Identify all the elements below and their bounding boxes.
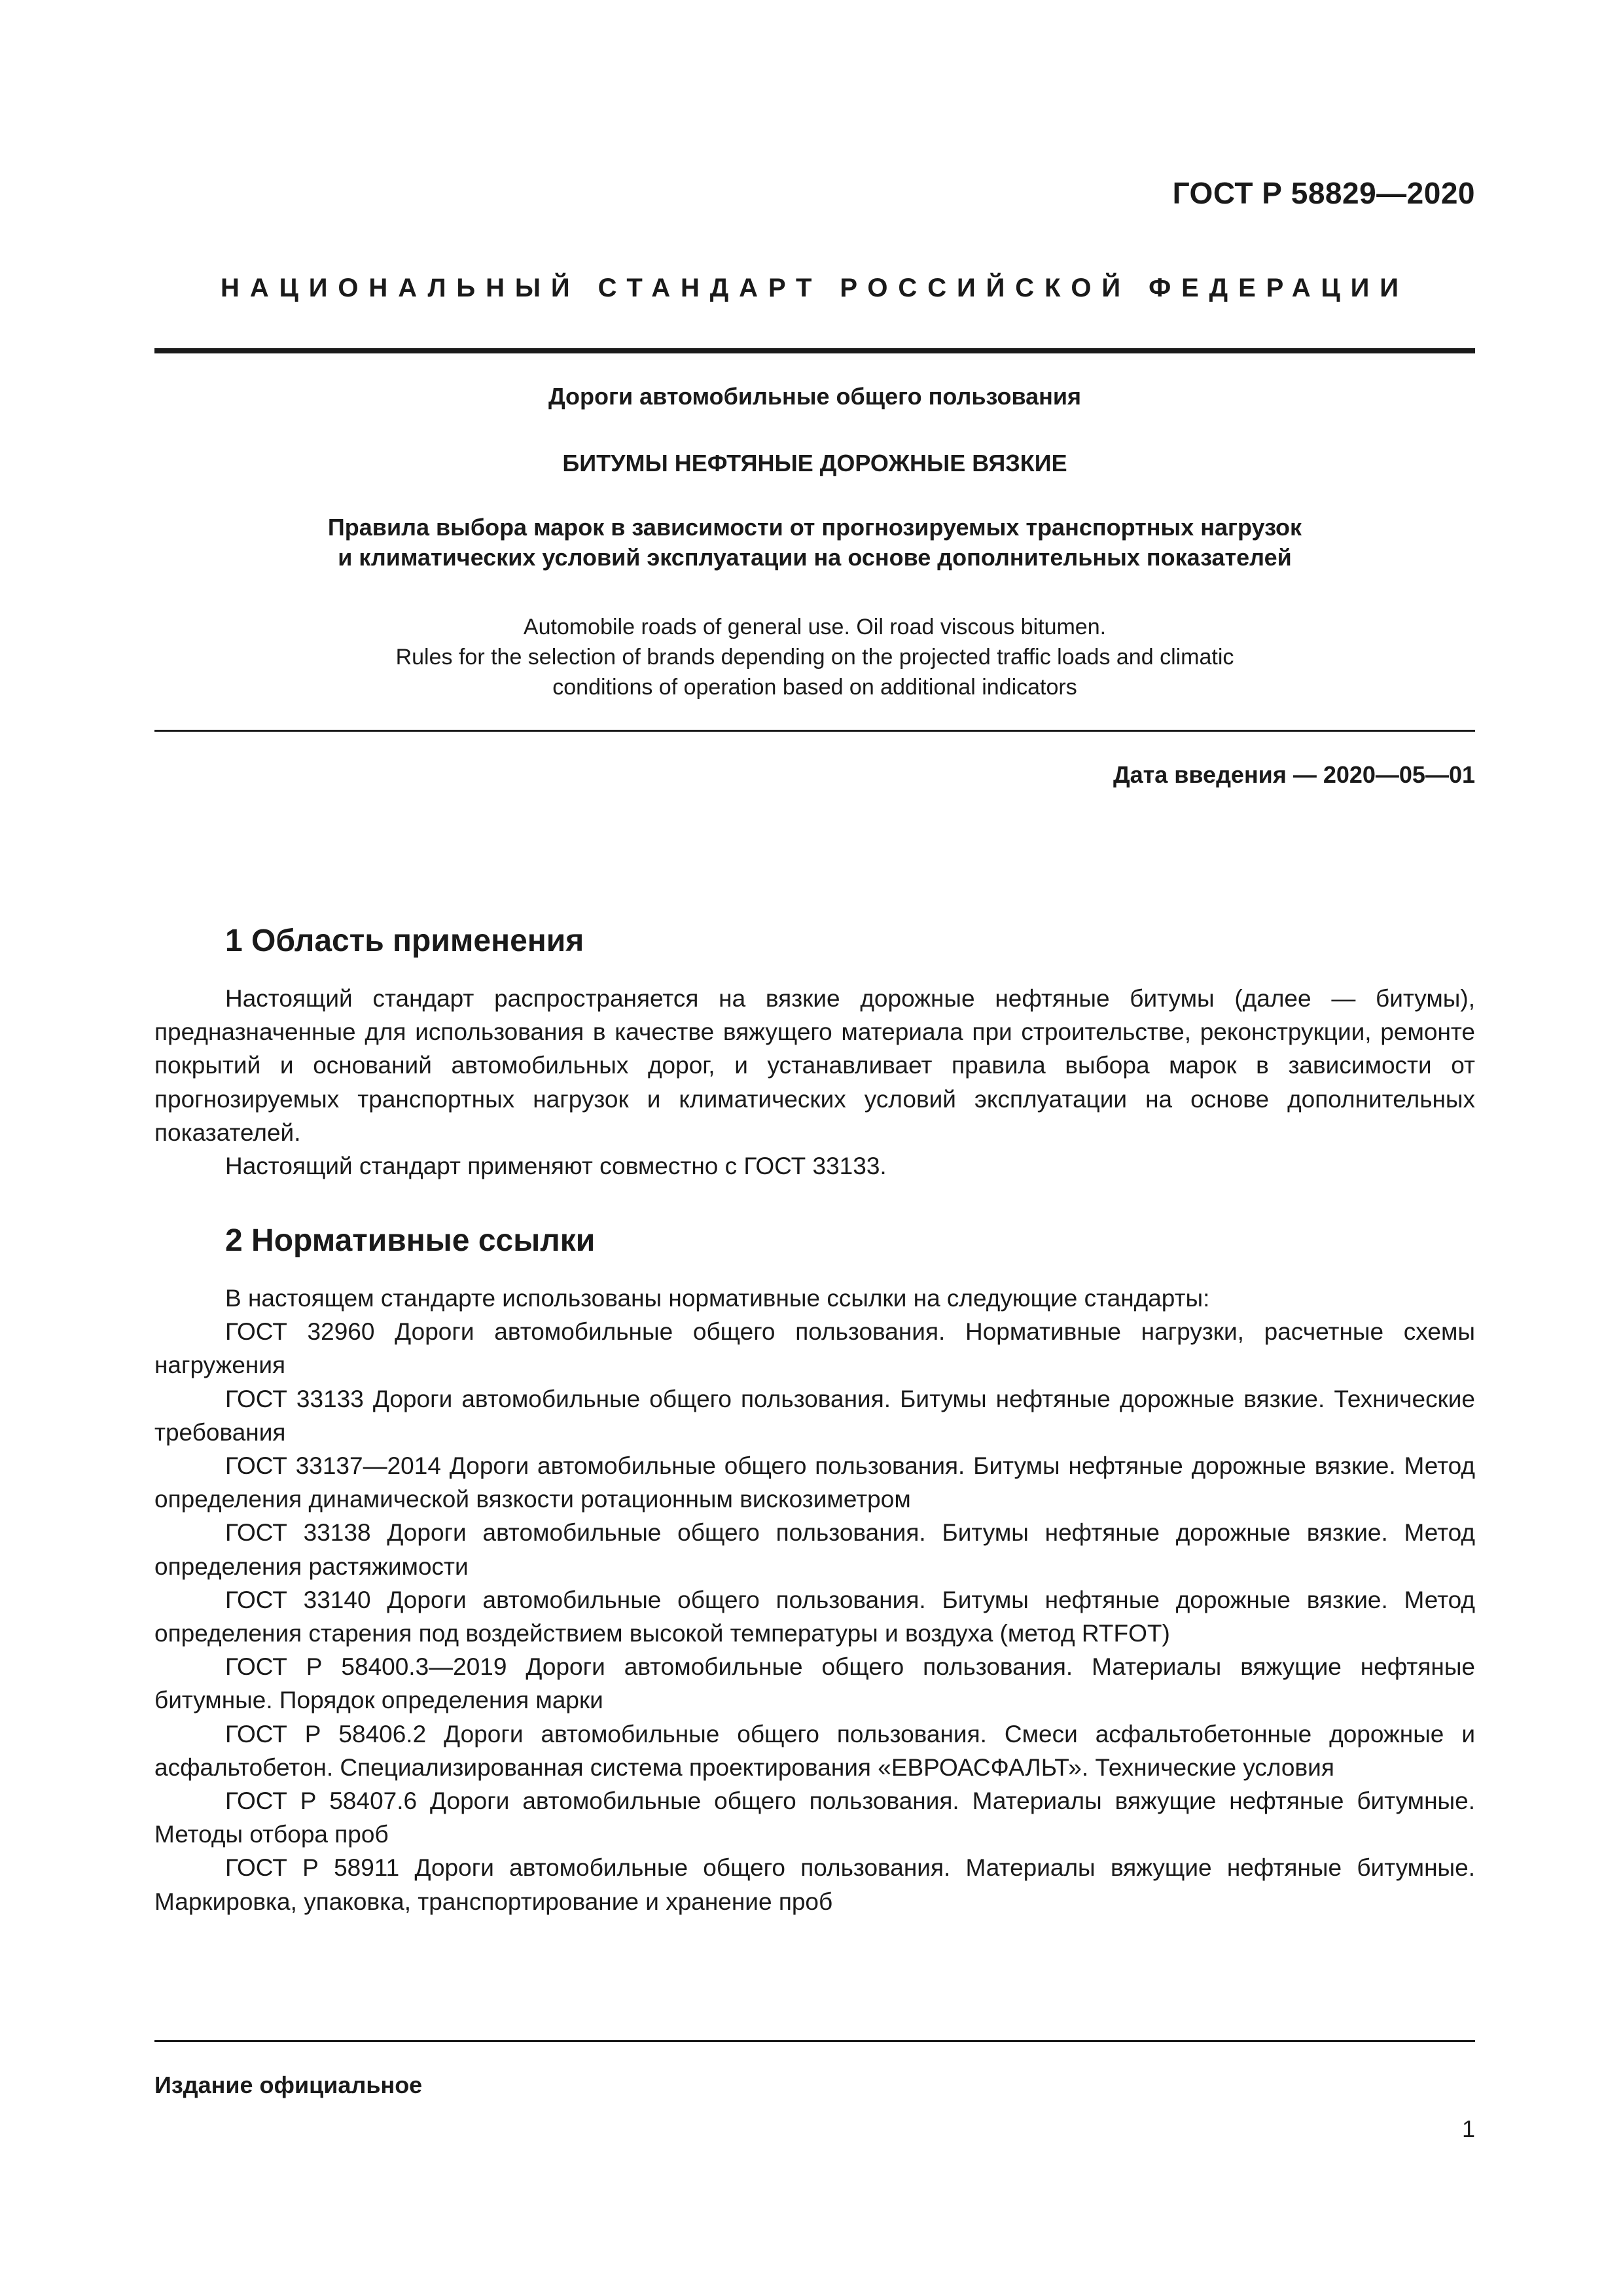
- reference-item: ГОСТ Р 58911 Дороги автомобильные общего пользования. Материалы вяжущие нефтяные битумные. Маркировка, упаковка, транспортирование и хранение проб: [154, 1854, 1475, 1915]
- reference-item: ГОСТ 33133 Дороги автомобильные общего пользования. Битумы нефтяные дорожные вязкие. Технические требования: [154, 1385, 1475, 1446]
- reference-item: ГОСТ 33140 Дороги автомобильные общего пользования. Битумы нефтяные дорожные вязкие. Метод определения старения под воздействием высокой температуры и воздуха (метод RTFOT): [154, 1586, 1475, 1647]
- section-1-heading: 1 Область применения: [225, 924, 584, 958]
- section-2-body: [154, 1282, 1475, 1918]
- reference-item: ГОСТ Р 58407.6 Дороги автомобильные общего пользования. Материалы вяжущие нефтяные битумные. Методы отбора проб: [154, 1787, 1475, 1848]
- introduction-date: Дата введения — 2020—05—01: [1113, 761, 1475, 788]
- section-1-body: [154, 982, 1475, 1183]
- english-title-line-1: Automobile roads of general use. Oil road viscous bitumen.: [523, 615, 1107, 639]
- reference-item: ГОСТ 33138 Дороги автомобильные общего пользования. Битумы нефтяные дорожные вязкие. Метод определения растяжимости: [154, 1519, 1475, 1580]
- official-edition-label: Издание официальное: [154, 2072, 423, 2098]
- header-divider: [154, 348, 1475, 353]
- reference-intro: В настоящем стандарте использованы нормативные ссылки на следующие стандарты:: [225, 1285, 1210, 1312]
- english-title: [154, 612, 1475, 702]
- english-title-line-2: Rules for the selection of brands depending on the projected traffic loads and climatic: [395, 645, 1234, 670]
- title-divider: [154, 730, 1475, 732]
- english-title-line-3: conditions of operation based on additional indicators: [552, 675, 1077, 700]
- title-rules-line-2: и климатических условий эксплуатации на основе дополнительных показателей: [338, 544, 1292, 571]
- section-2-heading: 2 Нормативные ссылки: [225, 1223, 596, 1258]
- reference-item: ГОСТ Р 58400.3—2019 Дороги автомобильные общего пользования. Материалы вяжущие нефтяные битумные. Порядок определения марки: [154, 1653, 1475, 1714]
- standard-number: ГОСТ Р 58829—2020: [1172, 176, 1475, 210]
- footer-divider: [154, 2040, 1475, 2042]
- section-1-paragraph: Настоящий стандарт распространяется на вязкие дорожные нефтяные битумы (далее — битумы), предназначенные для использования в качестве вяжущего материала при строительстве, реконструкции, ремонте покрытий и оснований автомобильных дорог, и устанавливает правила выбора марок в зависимости от прогнозируемых транспортных нагрузок и климатических условий эксплуатации на основе дополнительных показателей.: [154, 985, 1475, 1146]
- reference-item: ГОСТ Р 58406.2 Дороги автомобильные общего пользования. Смеси асфальтобетонные дорожные и асфальтобетон. Специализированная система проектирования «ЕВРОАСФАЛЬТ». Технические условия: [154, 1720, 1475, 1781]
- reference-item: ГОСТ 33137—2014 Дороги автомобильные общего пользования. Битумы нефтяные дорожные вязкие. Метод определения динамической вязкости ротационным вискозиметром: [154, 1452, 1475, 1513]
- title-line-subject: БИТУМЫ НЕФТЯНЫЕ ДОРОЖНЫЕ ВЯЗКИЕ: [562, 450, 1067, 476]
- reference-item: ГОСТ 32960 Дороги автомобильные общего пользования. Нормативные нагрузки, расчетные схемы нагружения: [154, 1318, 1475, 1379]
- national-standard-banner: НАЦИОНАЛЬНЫЙ СТАНДАРТ РОССИЙСКОЙ ФЕДЕРАЦИИ: [221, 274, 1409, 302]
- title-rules-line-1: Правила выбора марок в зависимости от прогнозируемых транспортных нагрузок: [327, 514, 1302, 541]
- page-number: 1: [1461, 2115, 1475, 2142]
- title-line-rules: [154, 512, 1475, 573]
- title-line-general: Дороги автомобильные общего пользования: [548, 383, 1082, 410]
- section-1-paragraph: Настоящий стандарт применяют совместно с ГОСТ 33133.: [225, 1153, 887, 1180]
